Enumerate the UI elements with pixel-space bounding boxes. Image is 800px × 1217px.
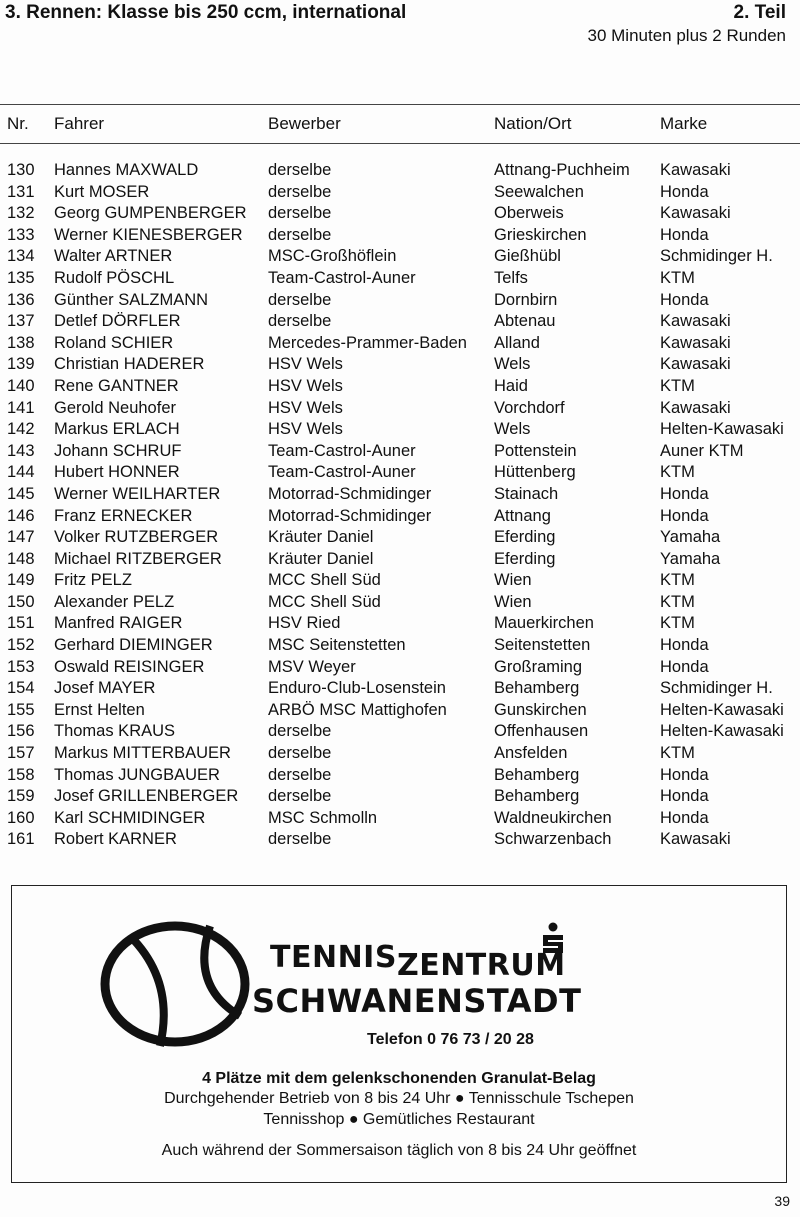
make: KTM bbox=[660, 592, 695, 611]
table-row bbox=[0, 355, 800, 377]
rider-name: Franz ERNECKER bbox=[54, 506, 193, 525]
nation-place: Telfs bbox=[494, 268, 528, 287]
race-duration: 30 Minuten plus 2 Runden bbox=[587, 26, 786, 45]
entrant: derselbe bbox=[268, 722, 332, 741]
rider-name: Robert KARNER bbox=[54, 830, 177, 849]
col-header-bewerber: Bewerber bbox=[268, 114, 341, 133]
entry-number: 160 bbox=[7, 808, 35, 827]
rider-name: Manfred RAIGER bbox=[54, 614, 183, 633]
table-row bbox=[0, 658, 800, 680]
ad-courts: 4 Plätze mit dem gelenkschonenden Granulat-Belag bbox=[202, 1070, 596, 1087]
make: Kawasaki bbox=[660, 312, 731, 331]
rider-name: Walter ARTNER bbox=[54, 247, 173, 266]
entry-number: 152 bbox=[7, 636, 35, 655]
entry-number: 133 bbox=[7, 225, 35, 244]
nation-place: Hüttenberg bbox=[494, 463, 576, 482]
nation-place: Gunskirchen bbox=[494, 700, 587, 719]
table-row bbox=[0, 463, 800, 485]
entrant: Motorrad-Schmidinger bbox=[268, 506, 432, 525]
entrant: MCC Shell Süd bbox=[268, 592, 381, 611]
rider-name: Josef GRILLENBERGER bbox=[54, 787, 239, 806]
table-row bbox=[0, 247, 800, 269]
make: Helten-Kawasaki bbox=[660, 722, 784, 741]
table-row bbox=[0, 636, 800, 658]
make: Honda bbox=[660, 787, 709, 806]
make: KTM bbox=[660, 463, 695, 482]
make: Schmidinger H. bbox=[660, 247, 773, 266]
make: KTM bbox=[660, 744, 695, 763]
nation-place: Wien bbox=[494, 571, 532, 590]
table-row bbox=[0, 377, 800, 399]
make: Kawasaki bbox=[660, 333, 731, 352]
entry-number: 134 bbox=[7, 247, 35, 266]
rider-name: Markus MITTERBAUER bbox=[54, 744, 231, 763]
entrant: MCC Shell Süd bbox=[268, 571, 381, 590]
make: Honda bbox=[660, 657, 709, 676]
rider-name: Ernst Helten bbox=[54, 700, 145, 719]
rider-name: Johann SCHRUF bbox=[54, 441, 182, 460]
entrant: Kräuter Daniel bbox=[268, 549, 374, 568]
make: Kawasaki bbox=[660, 830, 731, 849]
table-row bbox=[0, 593, 800, 615]
nation-place: Wien bbox=[494, 592, 532, 611]
ad-services: Tennisshop ● Gemütliches Restaurant bbox=[263, 1111, 535, 1128]
rider-name: Gerold Neuhofer bbox=[54, 398, 176, 417]
entrant: HSV Wels bbox=[268, 420, 343, 439]
rider-name: Hubert HONNER bbox=[54, 463, 180, 482]
entrant: HSV Ried bbox=[268, 614, 341, 633]
tennis-advertisement bbox=[11, 885, 787, 1183]
table-row bbox=[0, 442, 800, 464]
make: KTM bbox=[660, 614, 695, 633]
entrant: derselbe bbox=[268, 290, 332, 309]
entry-number: 143 bbox=[7, 441, 35, 460]
entrant: derselbe bbox=[268, 225, 332, 244]
entry-number: 144 bbox=[7, 463, 35, 482]
rider-name: Karl SCHMIDINGER bbox=[54, 808, 206, 827]
table-row bbox=[0, 701, 800, 723]
table-row bbox=[0, 744, 800, 766]
nation-place: Schwarzenbach bbox=[494, 830, 612, 849]
entrant: Team-Castrol-Auner bbox=[268, 268, 416, 287]
nation-place: Abtenau bbox=[494, 312, 556, 331]
nation-place: Seewalchen bbox=[494, 182, 584, 201]
make: Honda bbox=[660, 182, 709, 201]
phone-number: Telefon 0 76 73 / 20 28 bbox=[367, 1031, 534, 1048]
table-row bbox=[0, 528, 800, 550]
entrant: Enduro-Club-Losenstein bbox=[268, 679, 446, 698]
rider-name: Werner WEILHARTER bbox=[54, 484, 221, 503]
col-header-nation: Nation/Ort bbox=[494, 114, 572, 133]
table-row bbox=[0, 614, 800, 636]
nation-place: Offenhausen bbox=[494, 722, 589, 741]
nation-place: Alland bbox=[494, 333, 540, 352]
rider-name: Fritz PELZ bbox=[54, 571, 132, 590]
make: Honda bbox=[660, 808, 709, 827]
col-header-marke: Marke bbox=[660, 114, 708, 133]
entrant: HSV Wels bbox=[268, 376, 343, 395]
entry-number: 135 bbox=[7, 268, 35, 287]
table-row bbox=[0, 291, 800, 313]
nation-place: Mauerkirchen bbox=[494, 614, 594, 633]
table-row bbox=[0, 722, 800, 744]
entry-number: 140 bbox=[7, 376, 35, 395]
nation-place: Stainach bbox=[494, 484, 559, 503]
entry-number: 130 bbox=[7, 161, 35, 179]
entry-number: 156 bbox=[7, 722, 35, 741]
make: Honda bbox=[660, 636, 709, 655]
rider-name: Gerhard DIEMINGER bbox=[54, 636, 213, 655]
nation-place: Haid bbox=[494, 376, 528, 395]
entry-number: 148 bbox=[7, 549, 35, 568]
entrant: MSC-Großhöflein bbox=[268, 247, 397, 266]
entrant: Team-Castrol-Auner bbox=[268, 441, 416, 460]
rider-name: Markus ERLACH bbox=[54, 420, 180, 439]
nation-place: Wels bbox=[494, 420, 531, 439]
table-row bbox=[0, 420, 800, 442]
make: Honda bbox=[660, 765, 709, 784]
entry-number: 141 bbox=[7, 398, 35, 417]
rider-name: Thomas JUNGBAUER bbox=[54, 765, 220, 784]
nation-place: Attnang-Puchheim bbox=[494, 161, 630, 179]
rider-name: Thomas KRAUS bbox=[54, 722, 176, 741]
table-row bbox=[0, 485, 800, 507]
entrant: derselbe bbox=[268, 312, 332, 331]
make: Auner KTM bbox=[660, 441, 744, 460]
make: Honda bbox=[660, 225, 709, 244]
nation-place: Gießhübl bbox=[494, 247, 561, 266]
nation-place: Seitenstetten bbox=[494, 636, 591, 655]
make: Kawasaki bbox=[660, 355, 731, 374]
entry-number: 147 bbox=[7, 528, 35, 547]
entrant: Team-Castrol-Auner bbox=[268, 463, 416, 482]
rider-name: Christian HADERER bbox=[54, 355, 205, 374]
table-row bbox=[0, 809, 800, 831]
entrant: derselbe bbox=[268, 765, 332, 784]
table-row bbox=[0, 312, 800, 334]
table-row bbox=[0, 571, 800, 593]
rider-name: Michael RITZBERGER bbox=[54, 549, 222, 568]
table-row bbox=[0, 161, 800, 183]
header-rule-top bbox=[0, 104, 800, 105]
table-row bbox=[0, 766, 800, 788]
entrant: Motorrad-Schmidinger bbox=[268, 484, 432, 503]
rider-name: Rudolf PÖSCHL bbox=[54, 268, 175, 287]
nation-place: Grieskirchen bbox=[494, 225, 587, 244]
rider-name: Oswald REISINGER bbox=[54, 657, 205, 676]
table-row bbox=[0, 226, 800, 248]
table-row bbox=[0, 507, 800, 529]
make: Yamaha bbox=[660, 549, 721, 568]
entry-number: 155 bbox=[7, 700, 35, 719]
entrant: derselbe bbox=[268, 787, 332, 806]
entry-number: 150 bbox=[7, 592, 35, 611]
entry-number: 154 bbox=[7, 679, 35, 698]
entry-number: 157 bbox=[7, 744, 35, 763]
make: Kawasaki bbox=[660, 204, 731, 223]
nation-place: Waldneukirchen bbox=[494, 808, 612, 827]
entry-number: 151 bbox=[7, 614, 35, 633]
entry-number: 131 bbox=[7, 182, 35, 201]
nation-place: Eferding bbox=[494, 549, 556, 568]
entry-number: 146 bbox=[7, 506, 35, 525]
table-row bbox=[0, 787, 800, 809]
make: Honda bbox=[660, 484, 709, 503]
nation-place: Vorchdorf bbox=[494, 398, 565, 417]
ad-summer-hours: Auch während der Sommersaison täglich von 8 bis 24 Uhr geöffnet bbox=[161, 1142, 637, 1159]
entrant: MSV Weyer bbox=[268, 657, 356, 676]
entry-list bbox=[0, 161, 800, 852]
nation-place: Großraming bbox=[494, 657, 583, 676]
entry-number: 153 bbox=[7, 657, 35, 676]
rider-name: Georg GUMPENBERGER bbox=[54, 204, 247, 223]
nation-place: Dornbirn bbox=[494, 290, 558, 309]
entrant: MSC Seitenstetten bbox=[268, 636, 406, 655]
rider-name: Josef MAYER bbox=[54, 679, 156, 698]
table-row bbox=[0, 269, 800, 291]
entrant: derselbe bbox=[268, 830, 332, 849]
nation-place: Behamberg bbox=[494, 765, 580, 784]
rider-name: Hannes MAXWALD bbox=[54, 161, 199, 179]
table-row bbox=[0, 204, 800, 226]
make: Schmidinger H. bbox=[660, 679, 773, 698]
nation-place: Eferding bbox=[494, 528, 556, 547]
nation-place: Pottenstein bbox=[494, 441, 577, 460]
page-title: 3. Rennen: Klasse bis 250 ccm, international bbox=[5, 2, 407, 23]
rider-name: Werner KIENESBERGER bbox=[54, 225, 243, 244]
entry-number: 159 bbox=[7, 787, 35, 806]
make: KTM bbox=[660, 376, 695, 395]
entry-number: 158 bbox=[7, 765, 35, 784]
entrant: ARBÖ MSC Mattighofen bbox=[268, 700, 447, 719]
make: KTM bbox=[660, 571, 695, 590]
entrant: derselbe bbox=[268, 744, 332, 763]
entry-number: 137 bbox=[7, 312, 35, 331]
page-number: 39 bbox=[774, 1193, 790, 1209]
make: Yamaha bbox=[660, 528, 721, 547]
entry-number: 138 bbox=[7, 333, 35, 352]
entrant: derselbe bbox=[268, 182, 332, 201]
entrant: HSV Wels bbox=[268, 355, 343, 374]
col-header-fahrer: Fahrer bbox=[54, 114, 105, 133]
table-row bbox=[0, 679, 800, 701]
make: KTM bbox=[660, 268, 695, 287]
nation-place: Ansfelden bbox=[494, 744, 568, 763]
make: Helten-Kawasaki bbox=[660, 700, 784, 719]
header-rule-bottom bbox=[0, 143, 800, 144]
ad-hours: Durchgehender Betrieb von 8 bis 24 Uhr ● Tennisschule Tschepen bbox=[164, 1090, 634, 1107]
table-row bbox=[0, 399, 800, 421]
entry-number: 139 bbox=[7, 355, 35, 374]
table-row bbox=[0, 334, 800, 356]
make: Helten-Kawasaki bbox=[660, 420, 784, 439]
entry-number: 132 bbox=[7, 204, 35, 223]
rider-name: Alexander PELZ bbox=[54, 592, 175, 611]
entrant: HSV Wels bbox=[268, 398, 343, 417]
entry-number: 145 bbox=[7, 484, 35, 503]
entrant: derselbe bbox=[268, 204, 332, 223]
entrant: Kräuter Daniel bbox=[268, 528, 374, 547]
entry-number: 149 bbox=[7, 571, 35, 590]
entrant: derselbe bbox=[268, 161, 332, 179]
rider-name: Rene GANTNER bbox=[54, 376, 179, 395]
make: Honda bbox=[660, 506, 709, 525]
part-label: 2. Teil bbox=[733, 2, 786, 23]
entrant: Mercedes-Prammer-Baden bbox=[268, 333, 467, 352]
col-header-nr: Nr. bbox=[7, 114, 29, 133]
brand-name-line1: TENNISZENTRUM bbox=[270, 940, 566, 983]
entry-number: 161 bbox=[7, 830, 35, 849]
rider-name: Detlef DÖRFLER bbox=[54, 312, 181, 331]
nation-place: Attnang bbox=[494, 506, 551, 525]
nation-place: Wels bbox=[494, 355, 531, 374]
rider-name: Kurt MOSER bbox=[54, 182, 150, 201]
tennis-ball-logo-icon bbox=[100, 906, 250, 1056]
table-row bbox=[0, 183, 800, 205]
make: Kawasaki bbox=[660, 398, 731, 417]
nation-place: Oberweis bbox=[494, 204, 564, 223]
nation-place: Behamberg bbox=[494, 787, 580, 806]
entry-number: 136 bbox=[7, 290, 35, 309]
entry-number: 142 bbox=[7, 420, 35, 439]
rider-name: Volker RUTZBERGER bbox=[54, 528, 219, 547]
brand-name-line2: SCHWANENSTADT bbox=[252, 982, 582, 1020]
nation-place: Behamberg bbox=[494, 679, 580, 698]
table-row bbox=[0, 550, 800, 572]
make: Kawasaki bbox=[660, 161, 731, 179]
rider-name: Roland SCHIER bbox=[54, 333, 174, 352]
make: Honda bbox=[660, 290, 709, 309]
entrant: MSC Schmolln bbox=[268, 808, 378, 827]
rider-name: Günther SALZMANN bbox=[54, 290, 209, 309]
table-row bbox=[0, 830, 800, 852]
